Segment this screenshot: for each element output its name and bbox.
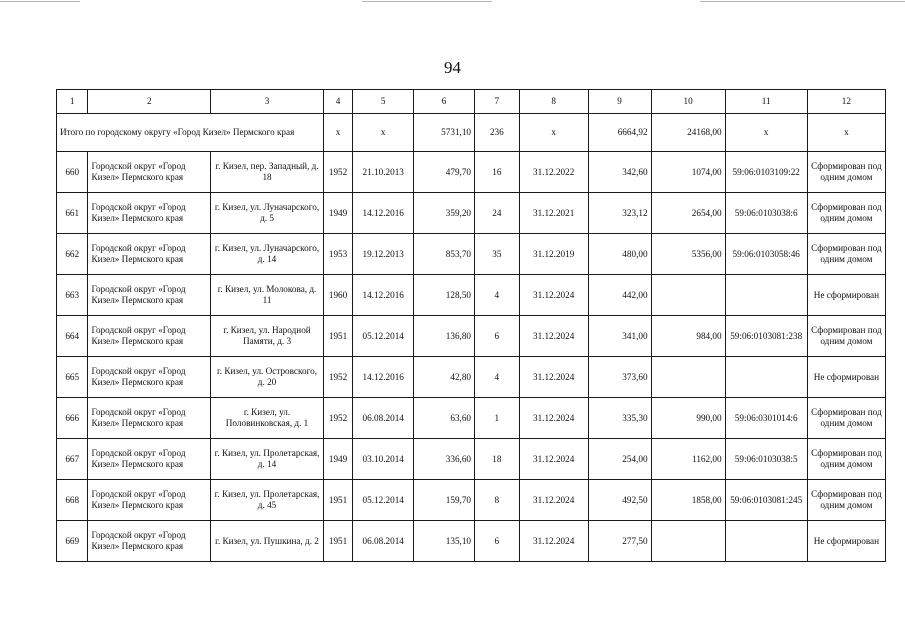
column-number: 3 bbox=[211, 90, 324, 114]
date-cell: 03.10.2014 bbox=[353, 439, 414, 480]
value10-cell: 1162,00 bbox=[651, 439, 725, 480]
column-number: 11 bbox=[725, 90, 807, 114]
deadline-cell: 31.12.2024 bbox=[519, 357, 588, 398]
row-number: 669 bbox=[57, 521, 88, 562]
municipality-cell: Городской округ «Город Кизел» Пермского края bbox=[88, 193, 211, 234]
value9-cell: 323,12 bbox=[588, 193, 651, 234]
deadline-cell: 31.12.2019 bbox=[519, 234, 588, 275]
total-row bbox=[57, 114, 886, 152]
year-cell: 1951 bbox=[323, 480, 352, 521]
address-cell: г. Кизел, ул. Луначарского, д. 5 bbox=[211, 193, 324, 234]
status-cell: Сформирован под одним домом bbox=[807, 398, 885, 439]
table-row bbox=[57, 398, 886, 439]
date-cell: 06.08.2014 bbox=[353, 521, 414, 562]
cadastral-number-cell bbox=[725, 275, 807, 316]
total-cell: х bbox=[353, 114, 414, 152]
table-row bbox=[57, 316, 886, 357]
column-number: 5 bbox=[353, 90, 414, 114]
housing-registry-table bbox=[56, 89, 886, 562]
area-cell: 479,70 bbox=[414, 152, 475, 193]
municipality-cell: Городской округ «Город Кизел» Пермского края bbox=[88, 152, 211, 193]
year-cell: 1960 bbox=[323, 275, 352, 316]
row-number: 663 bbox=[57, 275, 88, 316]
table-row bbox=[57, 521, 886, 562]
column-number-row bbox=[57, 90, 886, 114]
table-row bbox=[57, 439, 886, 480]
top-scan-line bbox=[700, 1, 905, 2]
date-cell: 06.08.2014 bbox=[353, 398, 414, 439]
value9-cell: 277,50 bbox=[588, 521, 651, 562]
table-row bbox=[57, 480, 886, 521]
date-cell: 14.12.2016 bbox=[353, 275, 414, 316]
value10-cell: 1858,00 bbox=[651, 480, 725, 521]
total-label: Итого по городскому округу «Город Кизел» Пермского края bbox=[57, 114, 324, 152]
residents-cell: 6 bbox=[475, 316, 520, 357]
deadline-cell: 31.12.2021 bbox=[519, 193, 588, 234]
residents-cell: 16 bbox=[475, 152, 520, 193]
cadastral-number-cell: 59:06:0301014:6 bbox=[725, 398, 807, 439]
area-cell: 135,10 bbox=[414, 521, 475, 562]
area-cell: 128,50 bbox=[414, 275, 475, 316]
table-row bbox=[57, 152, 886, 193]
column-number: 8 bbox=[519, 90, 588, 114]
status-cell: Сформирован под одним домом bbox=[807, 316, 885, 357]
cadastral-number-cell: 59:06:0103109:22 bbox=[725, 152, 807, 193]
residents-cell: 24 bbox=[475, 193, 520, 234]
date-cell: 14.12.2016 bbox=[353, 193, 414, 234]
year-cell: 1952 bbox=[323, 398, 352, 439]
cadastral-number-cell: 59:06:0103058:46 bbox=[725, 234, 807, 275]
column-number: 6 bbox=[414, 90, 475, 114]
residents-cell: 8 bbox=[475, 480, 520, 521]
row-number: 660 bbox=[57, 152, 88, 193]
year-cell: 1951 bbox=[323, 521, 352, 562]
status-cell: Сформирован под одним домом bbox=[807, 480, 885, 521]
area-cell: 336,60 bbox=[414, 439, 475, 480]
status-cell: Сформирован под одним домом bbox=[807, 439, 885, 480]
residents-cell: 6 bbox=[475, 521, 520, 562]
address-cell: г. Кизел, пер. Западный, д. 18 bbox=[211, 152, 324, 193]
date-cell: 14.12.2016 bbox=[353, 357, 414, 398]
deadline-cell: 31.12.2024 bbox=[519, 439, 588, 480]
date-cell: 19.12.2013 bbox=[353, 234, 414, 275]
value9-cell: 341,00 bbox=[588, 316, 651, 357]
top-scan-line bbox=[362, 1, 492, 2]
municipality-cell: Городской округ «Город Кизел» Пермского края bbox=[88, 316, 211, 357]
value10-cell: 2654,00 bbox=[651, 193, 725, 234]
address-cell: г. Кизел, ул. Народной Памяти, д. 3 bbox=[211, 316, 324, 357]
value10-cell bbox=[651, 357, 725, 398]
deadline-cell: 31.12.2024 bbox=[519, 275, 588, 316]
table-row bbox=[57, 357, 886, 398]
residents-cell: 4 bbox=[475, 275, 520, 316]
address-cell: г. Кизел, ул. Пушкина, д. 2 bbox=[211, 521, 324, 562]
deadline-cell: 31.12.2024 bbox=[519, 316, 588, 357]
address-cell: г. Кизел, ул. Пролетарская, д. 14 bbox=[211, 439, 324, 480]
row-number: 666 bbox=[57, 398, 88, 439]
cadastral-number-cell bbox=[725, 521, 807, 562]
value10-cell: 984,00 bbox=[651, 316, 725, 357]
table-row bbox=[57, 234, 886, 275]
deadline-cell: 31.12.2024 bbox=[519, 480, 588, 521]
address-cell: г. Кизел, ул. Островского, д. 20 bbox=[211, 357, 324, 398]
total-cell: х bbox=[519, 114, 588, 152]
area-cell: 853,70 bbox=[414, 234, 475, 275]
area-cell: 136,80 bbox=[414, 316, 475, 357]
total-cell: х bbox=[725, 114, 807, 152]
municipality-cell: Городской округ «Город Кизел» Пермского края bbox=[88, 480, 211, 521]
municipality-cell: Городской округ «Город Кизел» Пермского края bbox=[88, 439, 211, 480]
value10-cell: 990,00 bbox=[651, 398, 725, 439]
municipality-cell: Городской округ «Город Кизел» Пермского края bbox=[88, 357, 211, 398]
status-cell: Сформирован под одним домом bbox=[807, 152, 885, 193]
municipality-cell: Городской округ «Город Кизел» Пермского края bbox=[88, 234, 211, 275]
column-number: 2 bbox=[88, 90, 211, 114]
year-cell: 1953 bbox=[323, 234, 352, 275]
area-cell: 42,80 bbox=[414, 357, 475, 398]
top-scan-line bbox=[0, 1, 80, 2]
value9-cell: 342,60 bbox=[588, 152, 651, 193]
municipality-cell: Городской округ «Город Кизел» Пермского края bbox=[88, 398, 211, 439]
table-row bbox=[57, 275, 886, 316]
total-cell: х bbox=[323, 114, 352, 152]
row-number: 661 bbox=[57, 193, 88, 234]
municipality-cell: Городской округ «Город Кизел» Пермского края bbox=[88, 521, 211, 562]
value10-cell bbox=[651, 521, 725, 562]
residents-cell: 35 bbox=[475, 234, 520, 275]
status-cell: Не сформирован bbox=[807, 357, 885, 398]
value10-cell: 1074,00 bbox=[651, 152, 725, 193]
area-cell: 159,70 bbox=[414, 480, 475, 521]
date-cell: 05.12.2014 bbox=[353, 480, 414, 521]
row-number: 665 bbox=[57, 357, 88, 398]
value10-cell: 5356,00 bbox=[651, 234, 725, 275]
date-cell: 05.12.2014 bbox=[353, 316, 414, 357]
column-number: 10 bbox=[651, 90, 725, 114]
total-area: 5731,10 bbox=[414, 114, 475, 152]
row-number: 662 bbox=[57, 234, 88, 275]
value9-cell: 373,60 bbox=[588, 357, 651, 398]
column-number: 9 bbox=[588, 90, 651, 114]
year-cell: 1952 bbox=[323, 357, 352, 398]
deadline-cell: 31.12.2024 bbox=[519, 398, 588, 439]
address-cell: г. Кизел, ул. Молокова, д. 11 bbox=[211, 275, 324, 316]
deadline-cell: 31.12.2022 bbox=[519, 152, 588, 193]
value9-cell: 492,50 bbox=[588, 480, 651, 521]
cadastral-number-cell: 59:06:0103081:245 bbox=[725, 480, 807, 521]
total-value9: 6664,92 bbox=[588, 114, 651, 152]
area-cell: 63,60 bbox=[414, 398, 475, 439]
year-cell: 1952 bbox=[323, 152, 352, 193]
column-number: 7 bbox=[475, 90, 520, 114]
value9-cell: 254,00 bbox=[588, 439, 651, 480]
row-number: 664 bbox=[57, 316, 88, 357]
status-cell: Сформирован под одним домом bbox=[807, 234, 885, 275]
year-cell: 1949 bbox=[323, 193, 352, 234]
address-cell: г. Кизел, ул. Половинковская, д. 1 bbox=[211, 398, 324, 439]
residents-cell: 18 bbox=[475, 439, 520, 480]
cadastral-number-cell: 59:06:0103038:6 bbox=[725, 193, 807, 234]
cadastral-number-cell: 59:06:0103081:238 bbox=[725, 316, 807, 357]
cadastral-number-cell bbox=[725, 357, 807, 398]
status-cell: Не сформирован bbox=[807, 521, 885, 562]
year-cell: 1951 bbox=[323, 316, 352, 357]
page-number: 94 bbox=[444, 58, 461, 77]
column-number: 1 bbox=[57, 90, 88, 114]
column-number: 4 bbox=[323, 90, 352, 114]
value9-cell: 480,00 bbox=[588, 234, 651, 275]
total-residents: 236 bbox=[475, 114, 520, 152]
status-cell: Не сформирован bbox=[807, 275, 885, 316]
deadline-cell: 31.12.2024 bbox=[519, 521, 588, 562]
value9-cell: 442,00 bbox=[588, 275, 651, 316]
address-cell: г. Кизел, ул. Луначарского, д. 14 bbox=[211, 234, 324, 275]
status-cell: Сформирован под одним домом bbox=[807, 193, 885, 234]
residents-cell: 1 bbox=[475, 398, 520, 439]
value10-cell bbox=[651, 275, 725, 316]
value9-cell: 335,30 bbox=[588, 398, 651, 439]
residents-cell: 4 bbox=[475, 357, 520, 398]
area-cell: 359,20 bbox=[414, 193, 475, 234]
total-value10: 24168,00 bbox=[651, 114, 725, 152]
row-number: 667 bbox=[57, 439, 88, 480]
year-cell: 1949 bbox=[323, 439, 352, 480]
column-number: 12 bbox=[807, 90, 885, 114]
address-cell: г. Кизел, ул. Пролетарская, д. 45 bbox=[211, 480, 324, 521]
cadastral-number-cell: 59:06:0103038:5 bbox=[725, 439, 807, 480]
municipality-cell: Городской округ «Город Кизел» Пермского края bbox=[88, 275, 211, 316]
total-cell: х bbox=[807, 114, 885, 152]
table-row bbox=[57, 193, 886, 234]
date-cell: 21.10.2013 bbox=[353, 152, 414, 193]
row-number: 668 bbox=[57, 480, 88, 521]
